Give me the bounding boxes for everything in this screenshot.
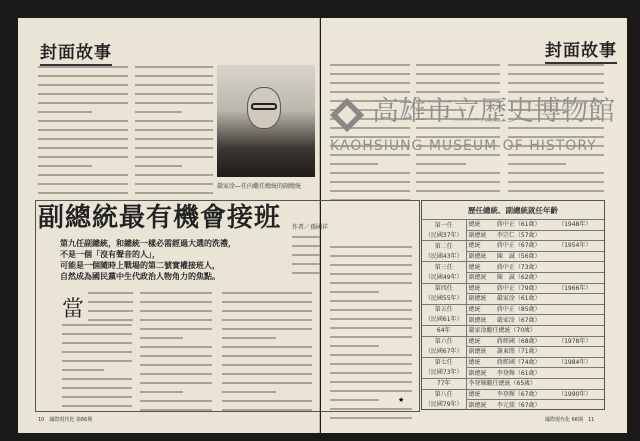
headline: 副總統最有機會接班 [38,203,282,233]
text-line [38,102,128,104]
text-line [292,254,320,256]
text-line [330,181,410,183]
text-line [135,93,213,95]
table-row [422,294,604,305]
text-line [62,387,132,389]
text-line [140,409,212,411]
watermark [328,96,624,160]
text-line [416,163,466,165]
term-cell: 第五任 [422,304,466,315]
deck-line: 自然成為國民黨中生代政治人物角力的焦點。 [60,272,220,281]
body-column [292,236,320,281]
table-row [422,304,604,315]
text-line [330,309,412,311]
deck [60,238,236,282]
text-line [330,363,412,365]
year-cell: （民國49年） [422,272,466,283]
text-line [330,300,412,302]
text-line [508,163,566,165]
text-line [222,400,312,402]
text-line [62,369,104,371]
vice-cell: 李宗仁（57歲） [495,230,556,241]
text-line [38,66,128,68]
text-line [330,417,412,419]
body-column [62,324,132,414]
text-line [135,174,213,176]
text-line [62,405,132,407]
text-line [135,66,213,68]
vice-cell: 嚴家淦（67歲） [495,315,556,326]
year-cell: （民國73年） [422,368,466,379]
vice-cell: 謝東閔（71歲） [495,347,556,358]
text-line [330,354,412,356]
table-row [422,368,604,379]
text-line [140,355,212,357]
text-line [222,382,312,384]
text-line [416,64,500,66]
vice-cell: 李登輝（61歲） [495,368,556,379]
vice-cell: 李元簇（67歲） [495,400,556,411]
term-cell: 第八任 [422,389,466,400]
text-line [330,318,412,320]
age-table [421,200,605,410]
text-line [330,190,410,192]
text-line [140,346,212,348]
text-line [38,183,128,185]
text-line [135,102,213,104]
president-cell: 李登輝（67歲） [495,389,556,400]
text-line [38,165,92,167]
president-cell: 蔣中正（61歲） [495,220,556,231]
text-line [508,64,604,66]
table-row [422,272,604,283]
text-line [135,156,213,158]
text-line [330,246,412,248]
footer-right: 國際現代化 66期 11 [545,417,595,423]
text-line [508,82,604,84]
deck-line: 第九任副總統，和總統一樣必需經過大選的洗禮， [60,239,236,248]
text-line [140,373,212,375]
museum-logo-icon [328,96,366,134]
vice-cell: 陳 誠（56歲） [495,251,556,262]
role-cell: 總統 [466,241,495,252]
text-line [38,129,128,131]
term-cell: 77年 [422,378,466,389]
text-line [292,263,320,265]
president-cell: 蔣經國（74歲） [495,357,556,368]
term-cell: 第四任 [422,283,466,294]
text-line [135,84,213,86]
text-line [140,328,212,330]
text-line [330,372,412,374]
table-row [422,230,604,241]
note-cell [556,304,604,315]
text-line [135,183,213,185]
role-cell: 總統 [466,336,495,347]
text-line [330,264,412,266]
text-line [508,91,604,93]
text-line [88,319,133,321]
text-line [330,381,412,383]
text-line [416,73,500,75]
role-cell: 副總統 [466,347,495,358]
text-line [88,301,133,303]
role-cell: 總統 [466,304,495,315]
text-line [38,156,128,158]
text-line [508,172,604,174]
text-line [135,165,182,167]
text-line [222,328,312,330]
text-line [140,337,183,339]
note-cell: （1984年） [556,357,604,368]
text-line [330,345,379,347]
role-cell: 副總統 [466,368,495,379]
text-line [222,301,312,303]
president-cell: 蔣中正（73歲） [495,262,556,273]
text-line [135,111,182,113]
year-cell: （民國55年） [422,294,466,305]
text-line [330,291,379,293]
text-line [140,364,212,366]
text-line [222,346,312,348]
text-line [330,73,410,75]
text-line [135,75,213,77]
term-cell: 64年 [422,325,466,336]
term-cell: 第六任 [422,336,466,347]
term-cell: 第一任 [422,220,466,231]
year-cell: （民國37年） [422,230,466,241]
note-cell: 嚴家淦繼任總統（70歲） [466,325,604,336]
text-line [330,336,412,338]
text-line [330,399,379,401]
section-title-right: 封面故事 [545,36,617,61]
role-cell: 副總統 [466,251,495,262]
table-row [422,389,604,400]
note-cell: （1966年） [556,283,604,294]
text-line [222,292,312,294]
text-line [330,408,412,410]
text-line [508,190,604,192]
end-mark: ★ [398,396,405,404]
text-line [330,282,412,284]
text-line [135,129,213,131]
role-cell: 總統 [466,283,495,294]
text-line [222,355,312,357]
table-row [422,262,604,273]
text-line [135,192,213,194]
text-line [135,138,213,140]
text-line [222,364,312,366]
year-cell: （民國61年） [422,315,466,326]
text-line [222,409,312,411]
text-line [38,75,128,77]
text-line [62,333,132,335]
text-line [330,64,410,66]
text-line [508,73,604,75]
text-line [62,378,132,380]
note-cell [556,262,604,273]
text-line [222,310,312,312]
note-cell: （1954年） [556,241,604,252]
text-line [38,84,128,86]
text-line [38,147,128,149]
text-line [140,310,212,312]
text-line [135,147,213,149]
table-row [422,336,604,347]
text-line [62,360,132,362]
text-line [508,181,604,183]
body-column [38,66,128,201]
text-line [330,255,412,257]
role-cell: 副總統 [466,315,495,326]
text-line [62,396,132,398]
text-line [330,163,378,165]
role-cell: 副總統 [466,294,495,305]
note-cell: （1978年） [556,336,604,347]
body-column [135,66,213,201]
table-note-row [422,325,604,336]
text-line [416,181,500,183]
text-line [135,120,213,122]
text-line [140,391,183,393]
text-line [292,272,320,274]
note-cell: 李登輝繼任總統（65歲） [466,378,604,389]
text-line [38,138,128,140]
text-line [62,324,132,326]
table-title: 歷任總統、副總統就任年齡 [468,206,558,215]
text-line [222,391,276,393]
text-line [62,342,132,344]
text-line [330,273,412,275]
note-cell: （1948年） [556,220,604,231]
text-line [140,301,212,303]
text-line [330,172,410,174]
text-line [38,111,92,113]
year-cell: （民國79年） [422,400,466,411]
text-line [416,172,500,174]
text-line [62,351,132,353]
role-cell: 總統 [466,357,495,368]
body-column [140,292,212,418]
table-note-row [422,378,604,389]
portrait-photo [217,65,315,177]
text-line [222,319,312,321]
text-line [222,337,276,339]
role-cell: 副總統 [466,272,495,283]
watermark-en: KAOHSIUNG MUSEUM OF HISTORY [330,138,597,154]
text-line [292,236,320,238]
text-line [38,93,128,95]
footer-left: 10 國際現代化 第66期 [38,417,93,423]
text-line [330,82,410,84]
term-cell: 第七任 [422,357,466,368]
body-column [222,292,312,418]
text-line [330,390,412,392]
role-cell: 總統 [466,220,495,231]
drop-cap: 當 [62,297,85,322]
section-title-left: 封面故事 [40,38,112,63]
watermark-cn: 高雄市立歷史博物館 [372,96,615,127]
text-line [330,327,412,329]
body-column [88,292,133,328]
table-row [422,315,604,326]
table-row [422,251,604,262]
text-line [330,91,410,93]
role-cell: 副總統 [466,400,495,411]
vice-cell: 陳 誠（62歲） [495,272,556,283]
term-cell: 第三任 [422,262,466,273]
president-cell: 蔣中正（67歲） [495,241,556,252]
text-line [140,319,212,321]
text-line [38,174,128,176]
table-row [422,220,604,231]
term-cell: 第二任 [422,241,466,252]
table-row [422,357,604,368]
text-line [292,245,320,247]
role-cell: 副總統 [466,230,495,241]
deck-line: 不是一個「沒有聲音的人」， [60,250,160,259]
year-cell: （民國67年） [422,347,466,358]
text-line [416,91,500,93]
text-line [88,292,133,294]
table-row [422,241,604,252]
role-cell: 總統 [466,389,495,400]
text-line [416,82,500,84]
text-line [140,382,212,384]
text-line [416,190,500,192]
author: 作者／孫國祥 [292,224,329,231]
text-line [140,400,212,402]
deck-line: 可能是一個隨時上戰場的第二號實權接班人， [60,261,220,270]
text-line [38,192,128,194]
table-row [422,347,604,358]
president-cell: 蔣中正（85歲） [495,304,556,315]
vice-cell: 嚴家淦（61歲） [495,294,556,305]
role-cell: 總統 [466,262,495,273]
photo-caption: 嚴家淦—任內繼任總統的副總統 [217,183,302,190]
table-row [422,283,604,294]
text-line [38,120,128,122]
text-line [222,373,312,375]
text-line [140,292,212,294]
table-row [422,400,604,411]
year-cell: （民國43年） [422,251,466,262]
text-line [88,310,133,312]
note-cell: （1990年） [556,389,604,400]
president-cell: 蔣經國（68歲） [495,336,556,347]
president-cell: 蔣中正（79歲） [495,283,556,294]
